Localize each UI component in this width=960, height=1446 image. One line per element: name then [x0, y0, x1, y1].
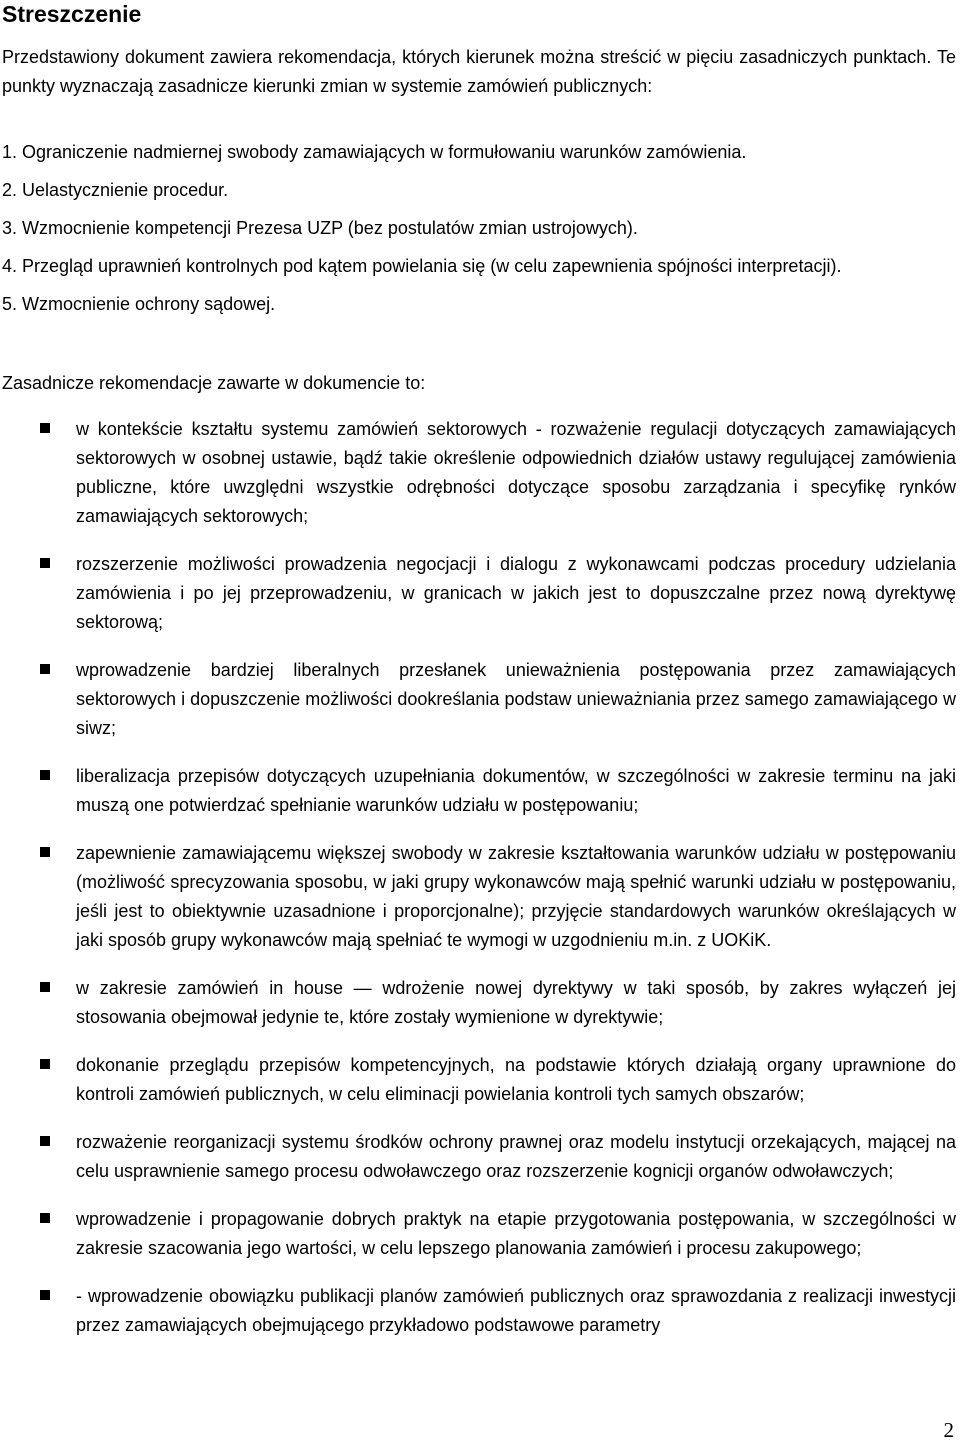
- recommendation-text: rozważenie reorganizacji systemu środków ochrony prawnej oraz modelu instytucji orzekających, mającej na celu usprawnienie samego procesu odwoławczego oraz rozszerzenie kognicji organów odwoławczych;: [76, 1132, 956, 1181]
- recommendation-text: dokonanie przeglądu przepisów kompetencyjnych, na podstawie których działają organy uprawnione do kontroli zamówień publicznych, w celu eliminacji powielania kontroli tych samych obszarów;: [76, 1055, 956, 1104]
- square-bullet-icon: [40, 982, 50, 992]
- recommendation-text: liberalizacja przepisów dotyczących uzupełniania dokumentów, w szczególności w zakresie terminu na jaki muszą one potwierdzać spełnianie warunków udziału w postępowaniu;: [76, 766, 956, 815]
- recommendation-item: [0, 1051, 960, 1109]
- recommendation-item: [0, 656, 960, 743]
- square-bullet-icon: [40, 558, 50, 568]
- square-bullet-icon: [40, 770, 50, 780]
- key-point: 5. Wzmocnienie ochrony sądowej.: [2, 294, 276, 314]
- key-point: 4. Przegląd uprawnień kontrolnych pod kątem powielania się (w celu zapewnienia spójności interpretacji).: [2, 256, 842, 276]
- section-heading: Streszczenie: [2, 1, 142, 27]
- recommendations-lead: Zasadnicze rekomendacje zawarte w dokumencie to:: [2, 373, 426, 393]
- key-point: 2. Uelastycznienie procedur.: [2, 180, 229, 200]
- recommendation-item: [0, 1205, 960, 1263]
- key-points-list: [2, 138, 956, 328]
- recommendation-text: w kontekście kształtu systemu zamówień sektorowych - rozważenie regulacji dotyczących zamawiających sektorowych w osobnej ustawie, bądź takie określenie odpowiednich działów ustawy regulującej zamówienia publiczne, które uwzględni wszystkie odrębności dotyczące sposobu zarządzania i specyfikę rynków zamawiających sektorowych;: [76, 419, 956, 526]
- intro-paragraph: Przedstawiony dokument zawiera rekomendacja, których kierunek można streścić w pięciu zasadniczych punktach. Te punkty wyznaczają zasadnicze kierunki zmian w systemie zamówień publicznych:: [2, 47, 956, 96]
- square-bullet-icon: [40, 847, 50, 857]
- square-bullet-icon: [40, 1059, 50, 1069]
- recommendation-item: [0, 762, 960, 820]
- recommendation-item: [0, 839, 960, 955]
- recommendation-text: wprowadzenie i propagowanie dobrych praktyk na etapie przygotowania postępowania, w szczególności w zakresie szacowania jego wartości, w celu lepszego planowania zamówień i procesu zakupowego;: [76, 1209, 956, 1258]
- recommendation-item: [0, 1282, 960, 1340]
- recommendation-text: w zakresie zamówień in house — wdrożenie nowej dyrektywy w taki sposób, by zakres wyłączeń jej stosowania obejmował jedynie te, które zostały wymienione w dyrektywie;: [76, 978, 956, 1027]
- square-bullet-icon: [40, 1136, 50, 1146]
- square-bullet-icon: [40, 664, 50, 674]
- recommendation-item: [0, 550, 960, 637]
- key-point: 3. Wzmocnienie kompetencji Prezesa UZP (bez postulatów zmian ustrojowych).: [2, 218, 638, 238]
- recommendation-text: rozszerzenie możliwości prowadzenia negocjacji i dialogu z wykonawcami podczas procedury udzielania zamówienia i po jej przeprowadzeniu, w granicach w jakich jest to dopuszczalne przez nową dyrektywę sektorową;: [76, 554, 956, 632]
- recommendations-list: [0, 415, 960, 1359]
- recommendation-item: [0, 1128, 960, 1186]
- square-bullet-icon: [40, 423, 50, 433]
- recommendation-text: wprowadzenie bardziej liberalnych przesłanek unieważnienia postępowania przez zamawiających sektorowych i dopuszczenie możliwości dookreślania podstaw unieważniania przez samego zamawiającego w siwz;: [76, 660, 956, 738]
- square-bullet-icon: [40, 1213, 50, 1223]
- recommendation-item: [0, 974, 960, 1032]
- page-number: 2: [943, 1418, 954, 1442]
- recommendation-text: - wprowadzenie obowiązku publikacji planów zamówień publicznych oraz sprawozdania z realizacji inwestycji przez zamawiających obejmującego przykładowo podstawowe parametry: [76, 1286, 956, 1335]
- recommendation-text: zapewnienie zamawiającemu większej swobody w zakresie kształtowania warunków udziału w postępowaniu (możliwość sprecyzowania sposobu, w jaki grupy wykonawców mają spełnić warunki udziału w postępowaniu, jeśli jest to obiektywnie uzasadnione i proporcjonalne); przyjęcie standardowych warunków określających w jaki sposób grupy wykonawców mają spełniać te wymogi w uzgodnieniu m.in. z UOKiK.: [76, 843, 956, 950]
- key-point: 1. Ograniczenie nadmiernej swobody zamawiających w formułowaniu warunków zamówienia.: [2, 142, 747, 162]
- square-bullet-icon: [40, 1290, 50, 1300]
- recommendation-item: [0, 415, 960, 531]
